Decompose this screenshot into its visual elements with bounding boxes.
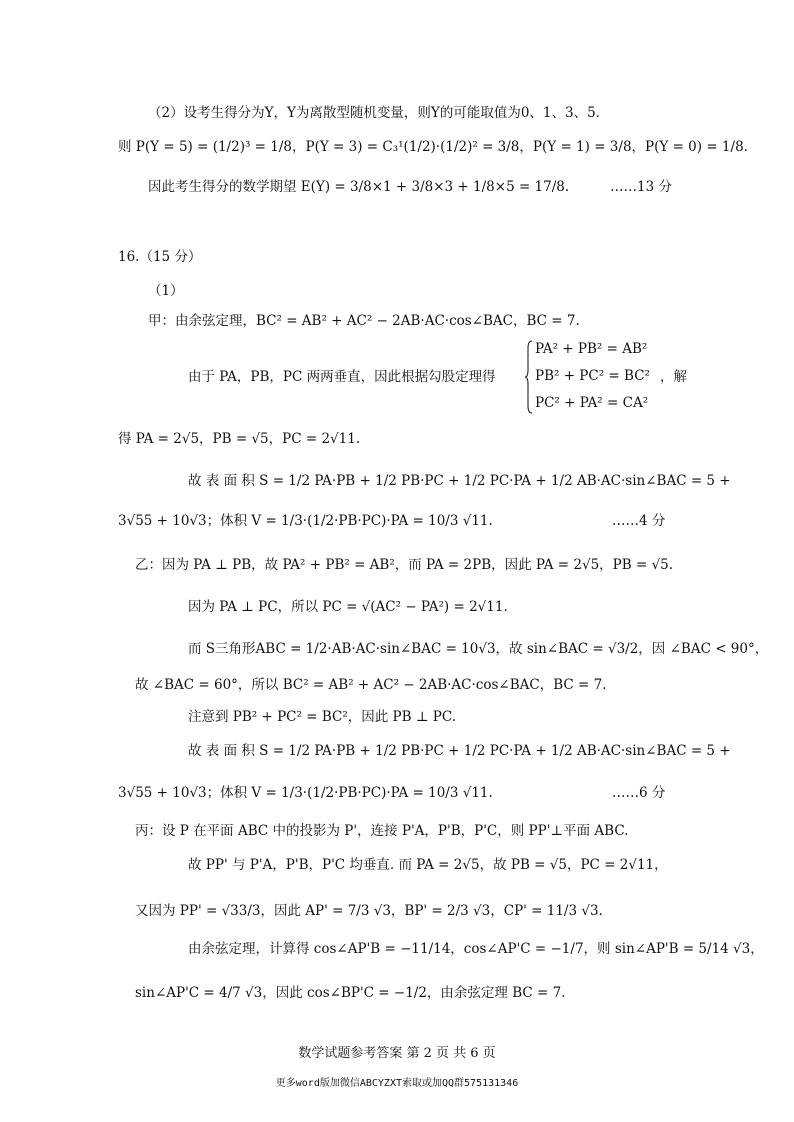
bing-line-5: sin∠AP'C = 4/7 √3，因此 cos∠BP'C = −1/2，由余弦定理 BC = 7. bbox=[135, 985, 566, 1001]
yi-line-3: 而 S三角形ABC = 1/2·AB·AC·sin∠BAC = 10√3，故 sin∠BAC = √3/2，因 ∠BAC < 90°， bbox=[188, 641, 769, 657]
yi-line-1: 乙：因为 PA ⊥ PB，故 PA² + PB² = AB²，而 PA = 2PB，因此 PA = 2√5，PB = √5. bbox=[135, 557, 674, 573]
jia-line-5: 3√55 + 10√3；体积 V = 1/3·(1/2·PB·PC)·PA = 10/3 √11. bbox=[118, 513, 493, 529]
jia-line-3: 得 PA = 2√5，PB = √5，PC = 2√11. bbox=[118, 431, 361, 447]
question-16-heading: 16.（15 分） bbox=[118, 249, 202, 265]
system-eq-3: PC² + PA² = CA² bbox=[535, 395, 649, 411]
jia-line-2: 由于 PA，PB，PC 两两垂直，因此根据勾股定理得 bbox=[188, 369, 496, 385]
yi-line-5: 注意到 PB² + PC² = BC²，因此 PB ⊥ PC. bbox=[188, 709, 457, 725]
bing-line-3: 又因为 PP' = √33/3，因此 AP' = 7/3 √3，BP' = 2/3 √3，CP' = 11/3 √3. bbox=[135, 903, 603, 919]
yi-line-6: 故 表 面 积 S = 1/2 PA·PB + 1/2 PB·PC + 1/2 PC·PA + 1/2 AB·AC·sin∠BAC = 5 + bbox=[188, 743, 731, 759]
yi-line-7: 3√55 + 10√3；体积 V = 1/3·(1/2·PB·PC)·PA = 10/3 √11. bbox=[118, 785, 493, 801]
part-1-label: （1） bbox=[148, 283, 184, 299]
yi-line-4: 故 ∠BAC = 60°，所以 BC² = AB² + AC² − 2AB·AC·cos∠BAC，BC = 7. bbox=[135, 677, 607, 693]
left-brace-icon bbox=[525, 340, 533, 414]
system-eq-1: PA² + PB² = AB² bbox=[535, 341, 648, 357]
jia-line-4: 故 表 面 积 S = 1/2 PA·PB + 1/2 PB·PC + 1/2 PC·PA + 1/2 AB·AC·sin∠BAC = 5 + bbox=[188, 473, 731, 489]
line-part2-intro: （2）设考生得分为Y，Y为离散型随机变量，则Y的可能取值为0、1、3、5. bbox=[148, 105, 600, 121]
bing-line-1: 丙：设 P 在平面 ABC 中的投影为 P'，连接 P'A，P'B，P'C，则 PP'⊥平面 ABC. bbox=[135, 823, 629, 839]
yi-line-2: 因为 PA ⊥ PC，所以 PC = √(AC² − PA²) = 2√11. bbox=[188, 599, 508, 615]
footer-note: 更多word版加微信ABCYZXT索取或加QQ群575131346 bbox=[275, 1078, 519, 1089]
bing-line-2: 故 PP' 与 P'A，P'B，P'C 均垂直. 而 PA = 2√5，故 PB = √5，PC = 2√11， bbox=[188, 857, 668, 873]
jia-line-2-tail: ，解 bbox=[660, 369, 687, 385]
line-expectation: 因此考生得分的数学期望 E(Y) = 3/8×1 + 3/8×3 + 1/8×5 = 17/8. bbox=[148, 179, 570, 195]
score-mark-6: ……6 分 bbox=[612, 785, 666, 801]
equation-system bbox=[525, 340, 675, 414]
score-mark-13: ……13 分 bbox=[610, 179, 672, 195]
bing-line-4: 由余弦定理，计算得 cos∠AP'B = −11/14，cos∠AP'C = −1/7，则 sin∠AP'B = 5/14 √3， bbox=[188, 941, 764, 957]
line-probabilities: 则 P(Y = 5) = (1/2)³ = 1/8，P(Y = 3) = C₃¹(1/2)·(1/2)² = 3/8，P(Y = 1) = 3/8，P(Y = 0) = 1/8. bbox=[118, 139, 748, 155]
jia-line-1: 甲：由余弦定理，BC² = AB² + AC² − 2AB·AC·cos∠BAC，BC = 7. bbox=[148, 313, 580, 329]
system-eq-2: PB² + PC² = BC² bbox=[535, 368, 650, 384]
score-mark-4: ……4 分 bbox=[612, 513, 666, 529]
page-footer: 数学试题参考答案 第 2 页 共 6 页 bbox=[298, 1046, 496, 1061]
